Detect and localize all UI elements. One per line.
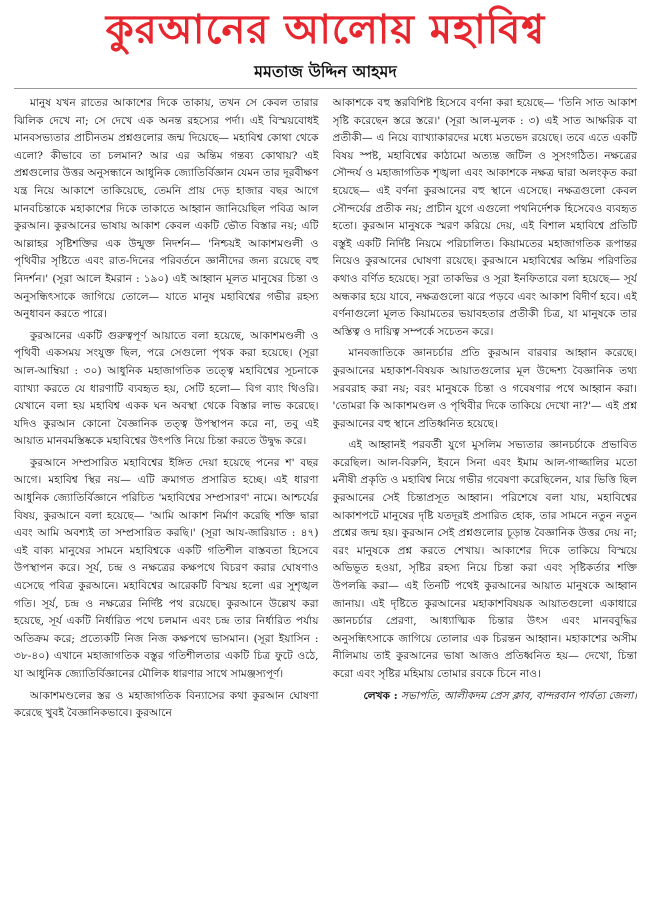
right-column <box>333 95 638 901</box>
paragraph: এই আহ্বানই পরবর্তী যুগে মুসলিম সভ্যতার জ্ঞানচর্চাকে প্রভাবিত করেছিল। আল-বিরুনি, ইবনে সিনা এবং ইমাম আল-গাজ্জালির মতো মনীষী প্রকৃতি ও মহাবিশ্ব নিয়ে গভীর গবেষণা করেছিলেন, যার ভিত্তি ছিল কুরআনের সেই চিন্তাপ্রসূত আহ্বান। পরিশেষে বলা যায়, মহাবিশ্বের আকাশপটে মানুষের দৃষ্টি যতদূরই প্রসারিত হোক, তার সামনে নতুন নতুন প্রশ্নের জন্ম হয়। কুরআন সেই প্রশ্নগুলোর চূড়ান্ত বৈজ্ঞানিক উত্তর দেয় না; বরং মানুষকে প্রশ্ন করতে শেখায়। আকাশের দিকে তাকিয়ে বিস্ময়ে অভিভূত হওয়া, সৃষ্টির রহস্য নিয়ে চিন্তা করা এবং সৃষ্টিকর্তার শক্তি উপলব্ধি করা— এই তিনটি পথেই কুরআনের আয়াত মানুষকে আহ্বান জানায়। এই দৃষ্টিতে কুরআনের মহাকাশবিষয়ক আয়াতগুলো একাধারে জ্ঞানচর্চার প্রেরণা, আধ্যাত্মিক চিন্তার উৎস এবং মানববুদ্ধির অনুসন্ধিৎসাকে জাগিয়ে তোলার এক চিরন্তন আহ্বান। মহাকাশের অসীম নীলিমায় তাই কুরআনের ভাষা আজও প্রতিধ্বনিত হয়— দেখো, চিন্তা করো এবং সৃষ্টির মহিমায় তোমার রবকে চিনে নাও। <box>332 439 637 680</box>
credit-text: সভাপতি, আলীকদম প্রেস ক্লাব, বান্দরবান পার্বত্য জেলা। <box>401 689 637 702</box>
headline: কুরআনের আলোয় মহাবিশ্ব <box>105 7 546 53</box>
newspaper-page <box>0 2 651 922</box>
paragraph: মানুষ যখন রাতের আকাশের দিকে তাকায়, তখন সে কেবল তারার ঝিলিক দেখে না; সে দেখে এক অনন্ত রহস্যের পর্দা। এই বিস্ময়বোধই মানবসভ্যতার প্রাচীনতম প্রশ্নগুলোর জন্ম দিয়েছে— মহাবিশ্ব কোথা থেকে এলো? কীভাবে তা চলমান? আর এর অন্তিম গন্তব্য কোথায়? এই প্রশ্নগুলোর উত্তর অনুসন্ধানে আধুনিক জ্যোতির্বিজ্ঞান যেমন তার দূরবীক্ষণ যন্ত্র নিয়ে আকাশে তাকিয়েছে, তেমনি প্রায় দেড় হাজার বছর আগে মানবচিন্তাকে মহাকাশের দিকে তাকাতে আহ্বান জানিয়েছিল পবিত্র আল কুরআন। কুরআনের ভাষায় আকাশ কেবল একটি ভৌত বিস্তার নয়; এটি আল্লাহর সৃষ্টিশক্তির এক উন্মুক্ত নিদর্শন— 'নিশ্চয়ই আকাশমণ্ডলী ও পৃথিবীর সৃষ্টিতে এবং রাত-দিনের পরিবর্তনে জ্ঞানীদের জন্য রয়েছে বহু নিদর্শন।' (সূরা আলে ইমরান : ১৯০) এই আহ্বান মূলত মানুষের চিন্তা ও অনুসন্ধিৎসাকে জাগিয়ে তোলে— যাতে মানুষ মহাবিশ্বের গভীর রহস্য অনুধাবন করতে পারে। <box>14 97 319 321</box>
paragraph: কুরআনে সম্প্রসারিত মহাবিশ্বের ইঙ্গিত দেয়া হয়েছে পনের শ' বছর আগে। মহাবিশ্ব স্থির নয়— এটি ক্রমাগত প্রসারিত হচ্ছে। এই ধারণা আধুনিক জ্যোতির্বিজ্ঞানে পরিচিত 'মহাবিশ্বের সম্প্রসারণ' নামে। আশ্চর্যের বিষয়, কুরআনে বলা হয়েছে— 'আমি আকাশ নির্মাণ করেছি শক্তি দ্বারা এবং আমি অবশ্যই তা সম্প্রসারিত করছি।' (সূরা আয-জারিয়াত : ৪৭) এই বাক্য মানুষের সামনে মহাবিশ্বকে একটি গতিশীল বাস্তবতা হিসেবে উপস্থাপন করে। সূর্য, চন্দ্র ও নক্ষত্রের কক্ষপথে বিচরণ করার ঘোষণাও এসেছে পবিত্র কুরআনে। মহাবিশ্বের আরেকটি বিস্ময় হলো এর সুশৃঙ্খল গতি। সূর্য, চন্দ্র ও নক্ষত্রের নির্দিষ্ট পথ রয়েছে। কুরআনে উল্লেখ করা হয়েছে, সূর্য একটি নির্ধারিত পথে চলমান এবং চন্দ্র তার নির্ধারিত পর্যায় অতিক্রম করে; প্রত্যেকটি নিজ নিজ কক্ষপথে ভাসমান। (সূরা ইয়াসিন : ৩৮-৪০) এখানে মহাজাগতিক বস্তুর গতিশীলতার একটি চিত্র ফুটে ওঠে, যা আধুনিক জ্যোতির্বিজ্ঞানের মৌলিক ধারণার সাথে সামঞ্জস্যপূর্ণ। <box>14 456 319 680</box>
credit-label: লেখক : <box>363 689 398 702</box>
paragraph: আকাশমণ্ডলের স্তর ও মহাজাগতিক বিন্যাসের কথা কুরআন ঘোষণা করেছে খুবই বৈজ্ঞানিকভাবে। কুরআনে <box>14 689 319 720</box>
left-column <box>14 95 319 901</box>
author-byline: মমতাজ উদ্দিন আহমদ <box>254 62 397 81</box>
paragraph: কুরআনের একটি গুরুত্বপূর্ণ আয়াতে বলা হয়েছে, আকাশমণ্ডলী ও পৃথিবী একসময় সংযুক্ত ছিল, পরে সেগুলো পৃথক করা হয়েছে। (সূরা আল-আম্বিয়া : ৩০) আধুনিক মহাজাগতিক তত্ত্বে মহাবিশ্বের সূচনাকে ব্যাখ্যা করতে যে ধারণাটি ব্যবহৃত হয়, সেটি হলো— বিগ ব্যাং থিওরি। যেখানে বলা হয় মহাবিশ্ব একক ঘন অবস্থা থেকে বিস্তার লাভ করেছে। যদিও কুরআন কোনো বৈজ্ঞানিক তত্ত্ব উপস্থাপন করে না, তবু এই আয়াত মানবমস্তিষ্ককে মহাবিশ্বের উৎপত্তি নিয়ে চিন্তা করতে উদ্বুদ্ধ করে। <box>14 329 319 448</box>
paragraph: আকাশকে বহু স্তরবিশিষ্ট হিসেবে বর্ণনা করা হয়েছে— 'তিনি সাত আকাশ সৃষ্টি করেছেন স্তরে স্তরে।' (সূরা আল-মুলক : ৩) এই সাত আক্ষরিক বা প্রতীকী— এ নিয়ে ব্যাখ্যাকারদের মধ্যে মতভেদ রয়েছে। তবে এতে একটি বিষয় স্পষ্ট, মহাবিশ্বের কাঠামো অত্যন্ত জটিল ও সুসংগঠিত। নক্ষত্রের সৌন্দর্য ও মহাজাগতিক শৃঙ্খলা এবং আকাশকে নক্ষত্র দ্বারা অলংকৃত করা হয়েছে— এই বর্ণনা কুরআনের বহু স্থানে এসেছে। নক্ষত্রগুলো কেবল সৌন্দর্যের প্রতীক নয়; প্রাচীন যুগে এগুলো পথনির্দেশক হিসেবেও ব্যবহৃত হতো। কুরআন মানুষকে স্মরণ করিয়ে দেয়, এই বিশাল মহাবিশ্বে প্রতিটি বস্তুই একটি নির্দিষ্ট নিয়মে পরিচালিত। কিয়ামতের মহাজাগতিক রূপান্তর নিয়েও কুরআনের ঘোষণা রয়েছে। কুরআনে মহাবিশ্বের অন্তিম পরিণতির কথাও বর্ণিত হয়েছে। সূরা তাকভির ও সূরা ইনফিতারে বলা হয়েছে— সূর্য অন্ধকার হয়ে যাবে, নক্ষত্রগুলো ঝরে পড়বে এবং আকাশ বিদীর্ণ হবে। এই বর্ণনাগুলো মূলত কিয়ামতের ভয়াবহতার প্রতীকী চিত্র, যা মানুষকে তার অস্তিত্ব ও দায়িত্ব সম্পর্কে সচেতন করে। <box>332 97 637 338</box>
article-body <box>14 88 637 901</box>
author-credit <box>333 688 638 706</box>
paragraph: মানবজাতিকে জ্ঞানচর্চার প্রতি কুরআন বারবার আহ্বান করেছে। কুরআনের মহাকাশ-বিষয়ক আয়াতগুলোর মূল উদ্দেশ্য বৈজ্ঞানিক তথ্য সরবরাহ করা নয়; বরং মানুষকে চিন্তা ও গবেষণার পথে আহ্বান করা। 'তোমরা কি আকাশমণ্ডল ও পৃথিবীর দিকে তাকিয়ে দেখো না?'— এই প্রশ্ন কুরআনের বহু স্থানে প্রতিধ্বনিত হয়েছে। <box>332 347 637 430</box>
